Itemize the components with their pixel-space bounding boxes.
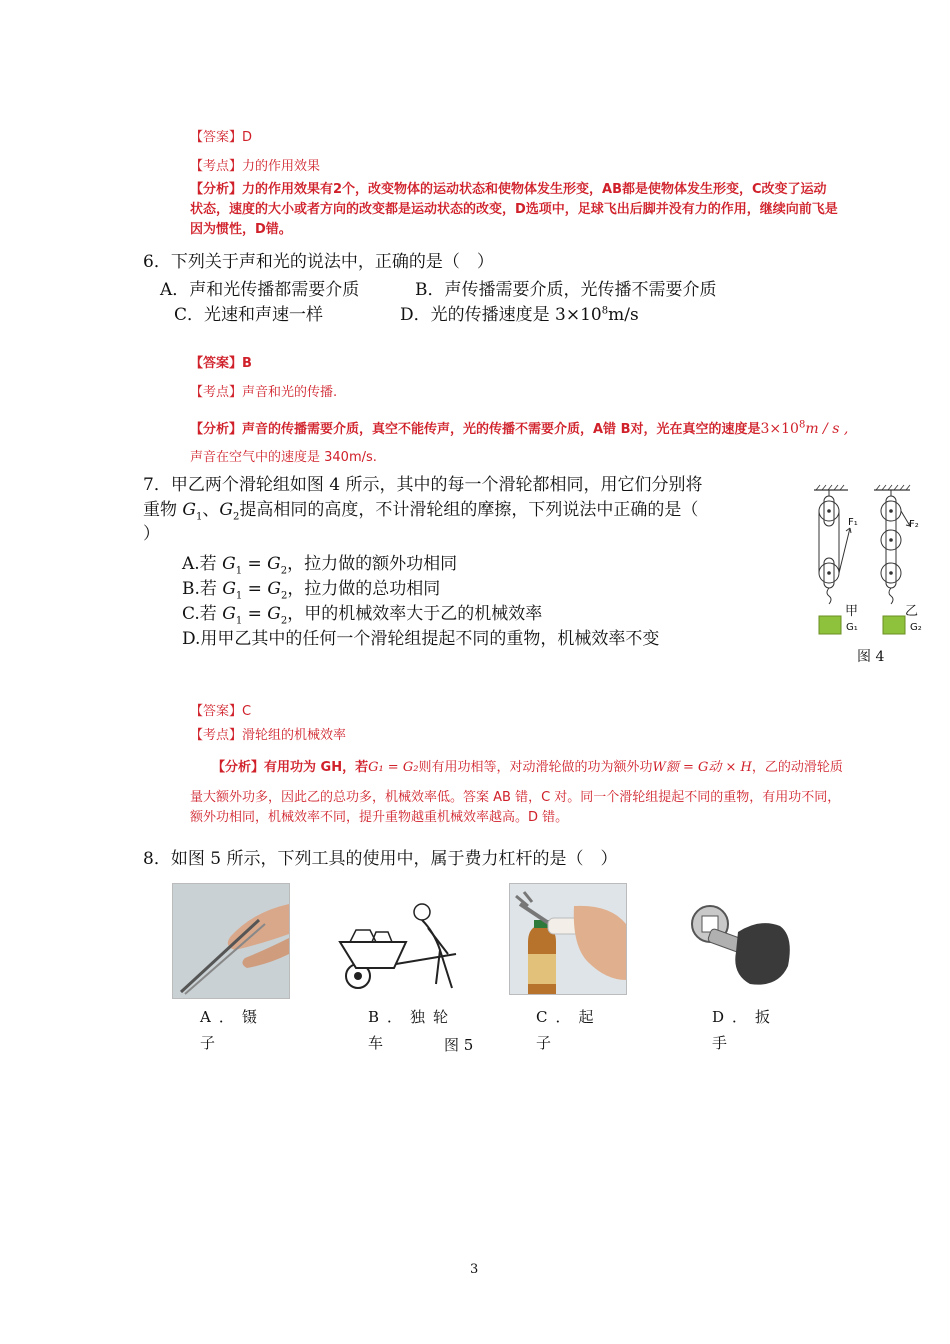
q7-stem-2: 重物 $G_1$、$G_2$提高相同的高度，不计滑轮组的摩擦，下列说法中正确的是（ xyxy=(143,500,699,523)
q7-stem-3: ） xyxy=(143,524,160,544)
tweezers-image xyxy=(172,883,290,999)
caption-b-line1: B．独轮 xyxy=(368,1008,457,1026)
q5-answer: 【答案】D xyxy=(190,130,253,145)
caption-c-line2: 子 xyxy=(536,1034,560,1052)
bottle-opener-image xyxy=(509,883,627,995)
label-f1: F₁ xyxy=(848,517,858,528)
wheelbarrow-image xyxy=(336,898,464,994)
caption-a-line1: A．镊 xyxy=(200,1008,265,1026)
q7-point: 【考点】滑轮组的机械效率 xyxy=(190,728,347,743)
label-f2: F₂ xyxy=(909,519,919,530)
q6-option-d: D．光的传播速度是 $3\times 10^8m/s$ xyxy=(400,305,639,325)
figure-4-label: 图 4 xyxy=(857,649,885,665)
q7-option-b: B.若 $G_1 = G_2$，拉力做的总功相同 xyxy=(182,579,441,602)
q6-analysis-1: 【分析】声音的传播需要介质，真空不能传声，光的传播不需要介质，A错 B对，光在真空的速度是$3\times 10^8m / s$ , xyxy=(190,419,849,437)
q6-analysis-2: 声音在空气中的速度是 340m/s. xyxy=(190,450,377,465)
q6-option-b: B．声传播需要介质，光传播不需要介质 xyxy=(415,280,717,300)
q5-analysis-1: 【分析】力的作用效果有2个，改变物体的运动状态和使物体发生形变，AB都是使物体发生形变，C改变了运动 xyxy=(190,182,827,197)
label-jia: 甲 xyxy=(845,604,859,619)
q7-option-c: C.若 $G_1 = G_2$，甲的机械效率大于乙的机械效率 xyxy=(182,604,543,627)
q8-stem: 8．如图 5 所示，下列工具的使用中，属于费力杠杆的是（ ） xyxy=(143,849,618,869)
wrench-image xyxy=(680,896,796,988)
q6-point: 【考点】声音和光的传播. xyxy=(190,385,338,400)
q6-option-a: A．声和光传播都需要介质 xyxy=(160,280,360,300)
q7-option-a: A.若 $G_1 = G_2$，拉力做的额外功相同 xyxy=(182,554,458,577)
q6-option-c: C．光速和声速一样 xyxy=(174,305,324,325)
label-g1: G₁ xyxy=(846,622,858,633)
caption-a-line2: 子 xyxy=(200,1034,224,1052)
caption-d-line1: D．扳 xyxy=(712,1008,779,1026)
label-g2: G₂ xyxy=(910,622,922,633)
q7-analysis-2: 量大额外功多，因此乙的总功多，机械效率低。答案 AB 错，C 对。同一个滑轮组提起不同的重物，有用功不同， xyxy=(190,790,841,805)
pulley-figure xyxy=(806,478,936,644)
caption-c-line1: C．起 xyxy=(536,1008,602,1026)
caption-d-line2: 手 xyxy=(712,1034,736,1052)
q5-analysis-2: 状态，速度的大小或者方向的改变都是运动状态的改变，D选项中，足球飞出后脚并没有力的作用，继续向前飞是 xyxy=(190,202,838,217)
figure-5-label: 图 5 xyxy=(444,1036,474,1054)
q7-option-d: D.用甲乙其中的任何一个滑轮组提起不同的重物，机械效率不变 xyxy=(182,629,660,649)
q7-analysis-3: 额外功相同，机械效率不同，提升重物越重机械效率越高。D 错。 xyxy=(190,810,569,825)
q6-stem: 6．下列关于声和光的说法中，正确的是（ ） xyxy=(143,252,494,272)
q6-answer: 【答案】B xyxy=(190,356,252,371)
q7-answer: 【答案】C xyxy=(190,704,252,719)
label-yi: 乙 xyxy=(905,604,919,619)
q5-analysis-3: 因为惯性，D错。 xyxy=(190,222,292,237)
q5-point: 【考点】力的作用效果 xyxy=(190,159,321,174)
page-number: 3 xyxy=(470,1262,479,1277)
q7-stem-1: 7．甲乙两个滑轮组如图 4 所示，其中的每一个滑轮都相同，用它们分别将 xyxy=(143,475,703,495)
q7-analysis-1: 【分析】有用功为 GH，若G₁ = G₂则有用功相等，对动滑轮做的功为额外功W额 = G动 × H，乙的动滑轮质 xyxy=(212,760,843,775)
caption-b-line2: 车 xyxy=(368,1034,392,1052)
